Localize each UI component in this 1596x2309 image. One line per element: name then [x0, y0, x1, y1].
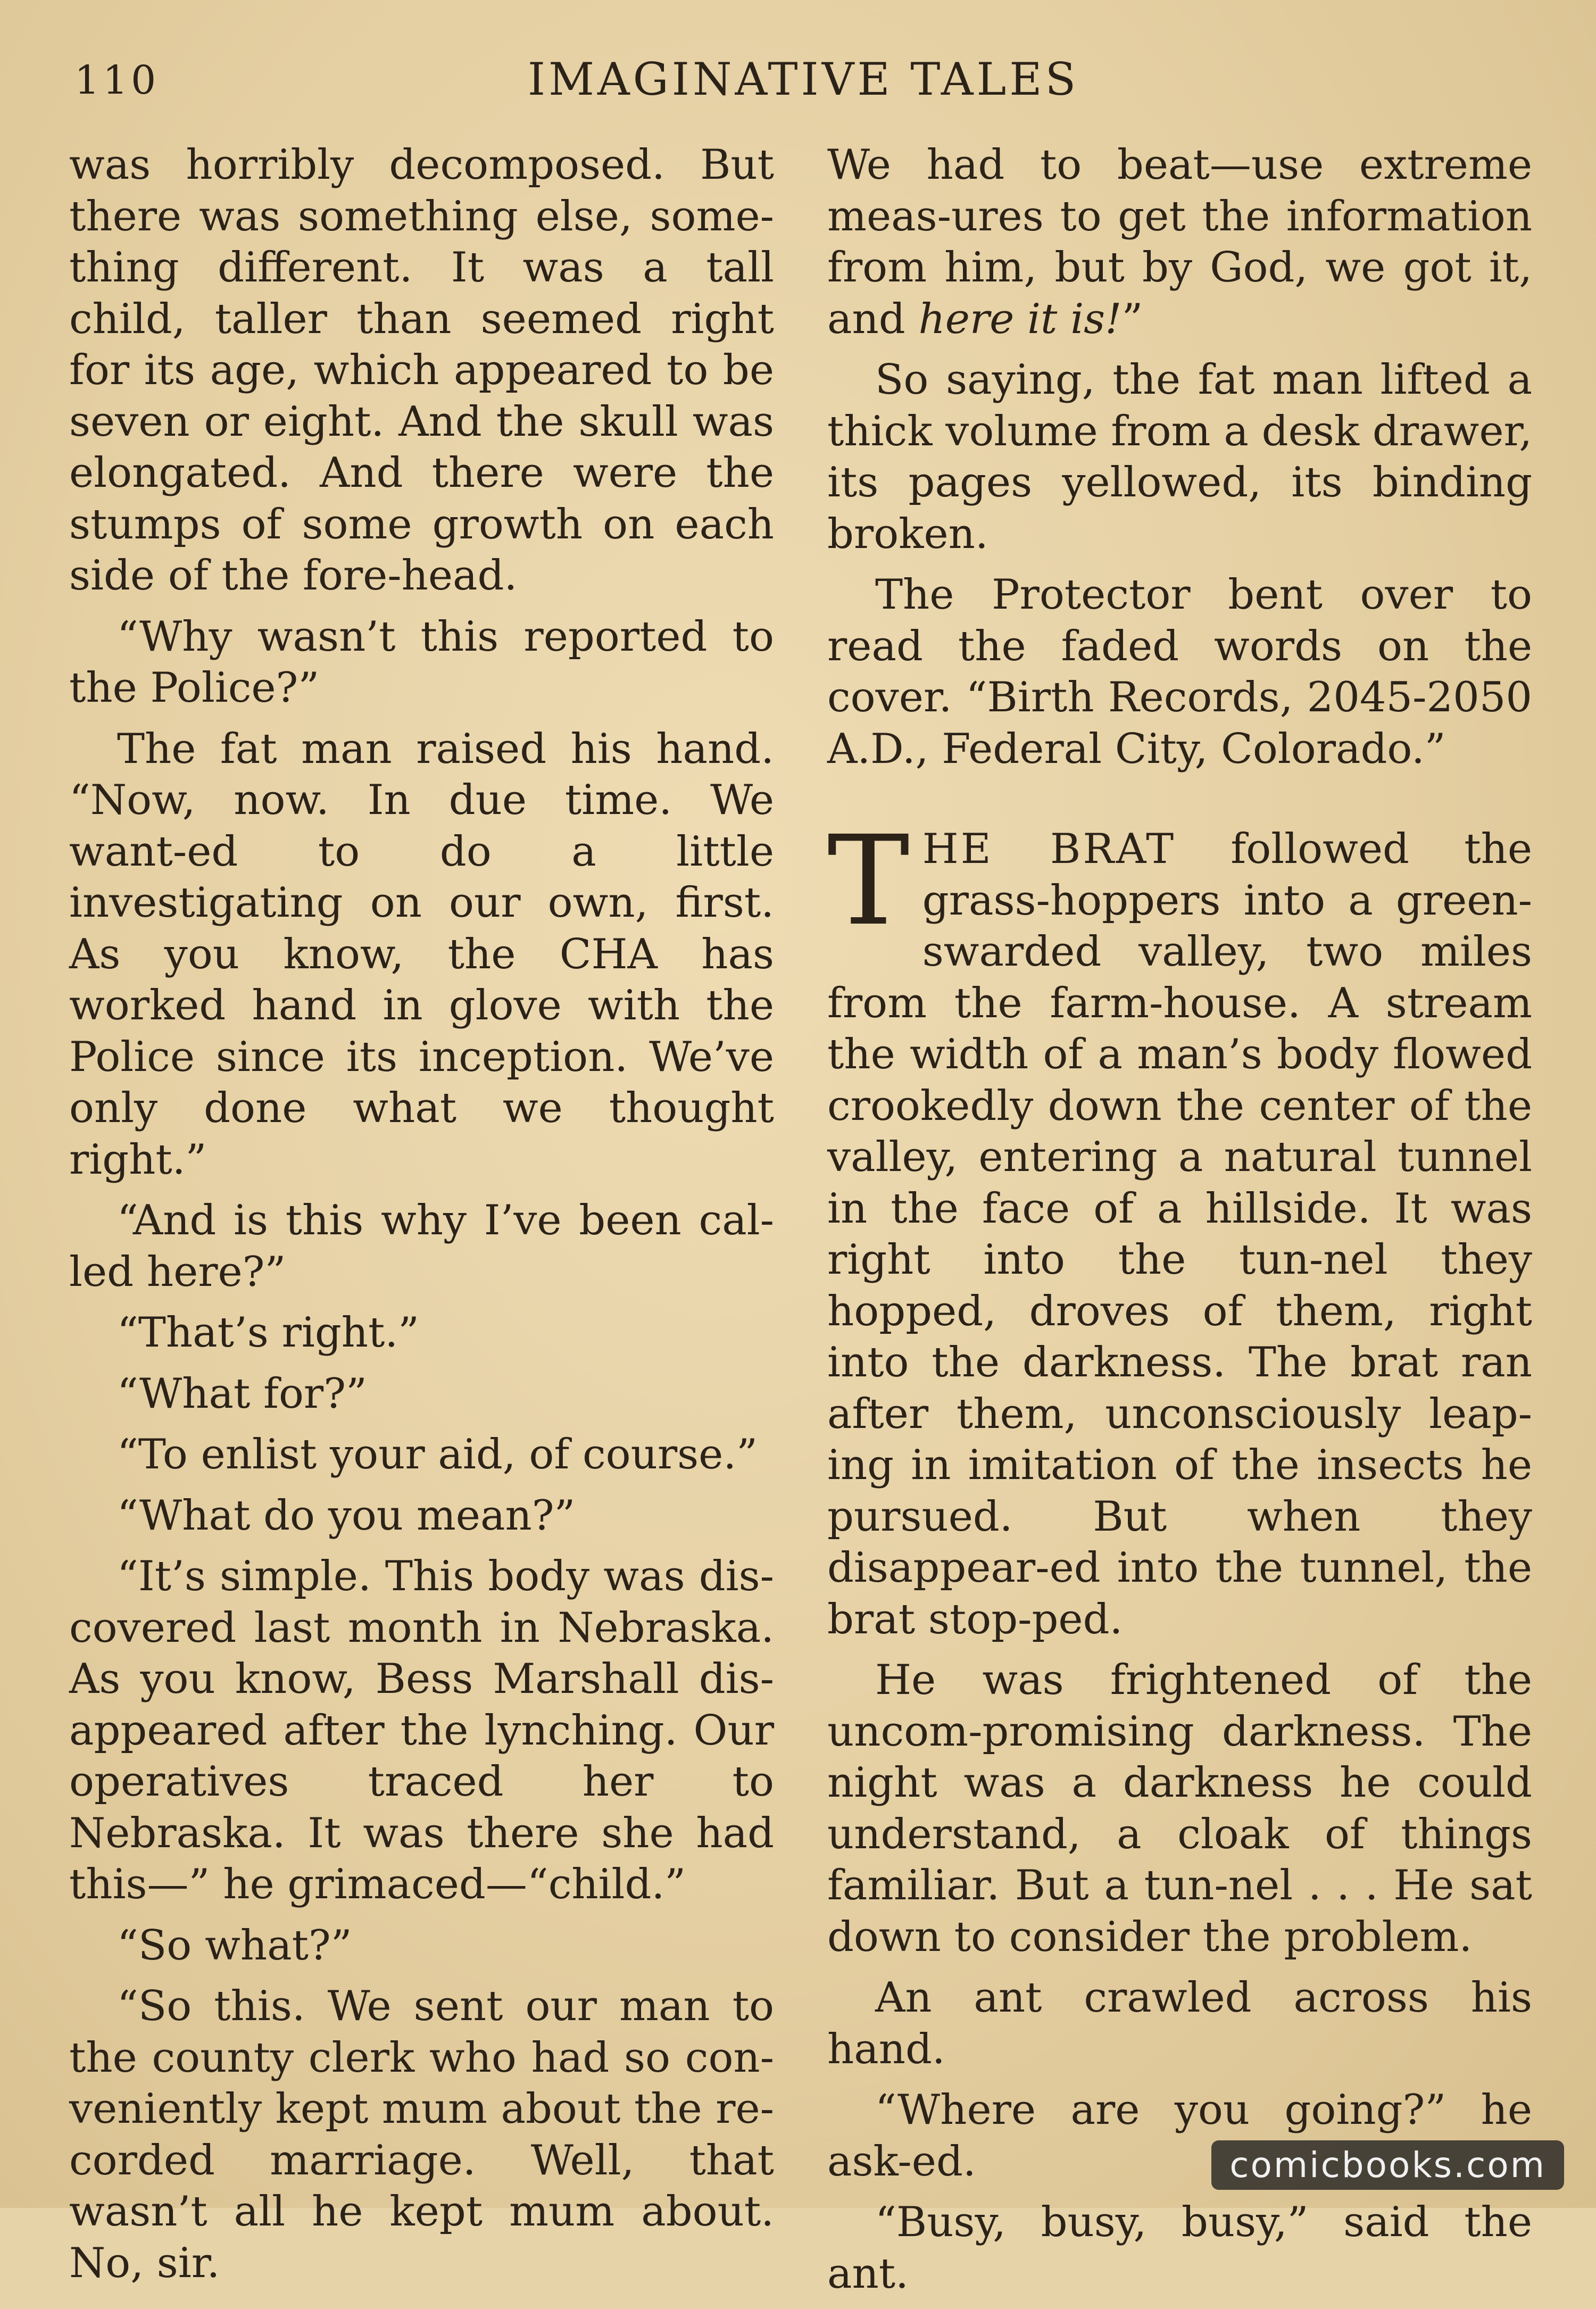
page-number: 110 [74, 57, 160, 103]
paragraph: “So what?” [117, 1921, 352, 1970]
opening-words: HE BRAT [922, 825, 1176, 873]
paragraph: “That’s right.” [117, 1309, 420, 1357]
running-title: IMAGINATIVE TALES [527, 53, 1079, 105]
paragraph: “So this. We sent our man to the county clerk who had so con-veniently kept mum about the re-corded marriage. Well, that wasn’t all he kept mum about. No, sir. [69, 1982, 774, 2287]
drop-cap: T [827, 809, 910, 953]
paragraph: “Busy, busy, busy,” said the ant. [827, 2198, 1532, 2298]
page-header [74, 53, 1532, 117]
paragraph: An ant crawled across his hand. [827, 1974, 1532, 2073]
paragraph: He was frightened of the uncom-promising darkness. The night was a darkness he could understand, a cloak of things familiar. But a tun-nel . . . He sat down to consider the problem. [827, 1656, 1532, 1961]
closing-quote: ” [1121, 295, 1143, 343]
paragraph: “To enlist your aid, of course.” [117, 1431, 758, 1479]
paragraph: “What do you mean?” [117, 1491, 576, 1540]
paragraph: “And is this why I’ve been cal-led here?” [69, 1197, 774, 1296]
left-column [69, 139, 774, 2298]
paragraph: The fat man raised his hand. “Now, now. In due time. We want-ed to do a little investigating on our own, first. As you know, the CHA has worked hand in glove with the Police since its inception. We’ve only done what we thought right.” [69, 725, 774, 1184]
paragraph: “Where are you going?” he ask-ed. [827, 2086, 1532, 2186]
paragraph: was horribly decomposed. But there was something else, some-thing different. It was a tall child, taller than seemed right for its age, which appeared to be seven or eight. And the skull was elongated. And there were the stumps of some growth on each side of the fore-head. [69, 141, 774, 600]
paragraph: “What for?” [117, 1369, 367, 1418]
section-opening-paragraph [827, 809, 1532, 1645]
paragraph: “It’s simple. This body was dis-covered last month in Nebraska. As you know, Bess Marshall dis-appeared after the lynching. Our operatives traced her to Nebraska. It was there she had this—” he grimaced—“child.” [69, 1552, 774, 1908]
paragraph: The Protector bent over to read the faded words on the cover. “Birth Records, 2045-2050 A.D., Federal City, Colorado.” [827, 571, 1532, 773]
paragraph: So saying, the fat man lifted a thick volume from a desk drawer, its pages yellowed, its binding broken. [827, 356, 1532, 558]
paragraph: “Why wasn’t this reported to the Police?” [69, 612, 774, 712]
paragraph-text: We had to beat—use extreme meas-ures to get the information from him, but by God, we got it, and [827, 141, 1532, 343]
italic-emphasis: here it is! [918, 295, 1122, 343]
paragraph-text: followed the grass-hoppers into a green-swarded valley, two miles from the farm-house. A stream the width of a man’s body flowed crookedly down the center of the valley, entering a natural tunnel in the face of a hillside. It was right into the tun-nel they hopped, droves of them, right into the darkness. The brat ran after them, unconsciously leap-ing in imitation of the insects he pursued. But when they disappear-ed into the tunnel, the brat stop-ped. [827, 825, 1532, 1643]
watermark-logo: comicbooks.com [1211, 2140, 1564, 2190]
paragraph [827, 139, 1532, 345]
right-column [827, 139, 1532, 2309]
